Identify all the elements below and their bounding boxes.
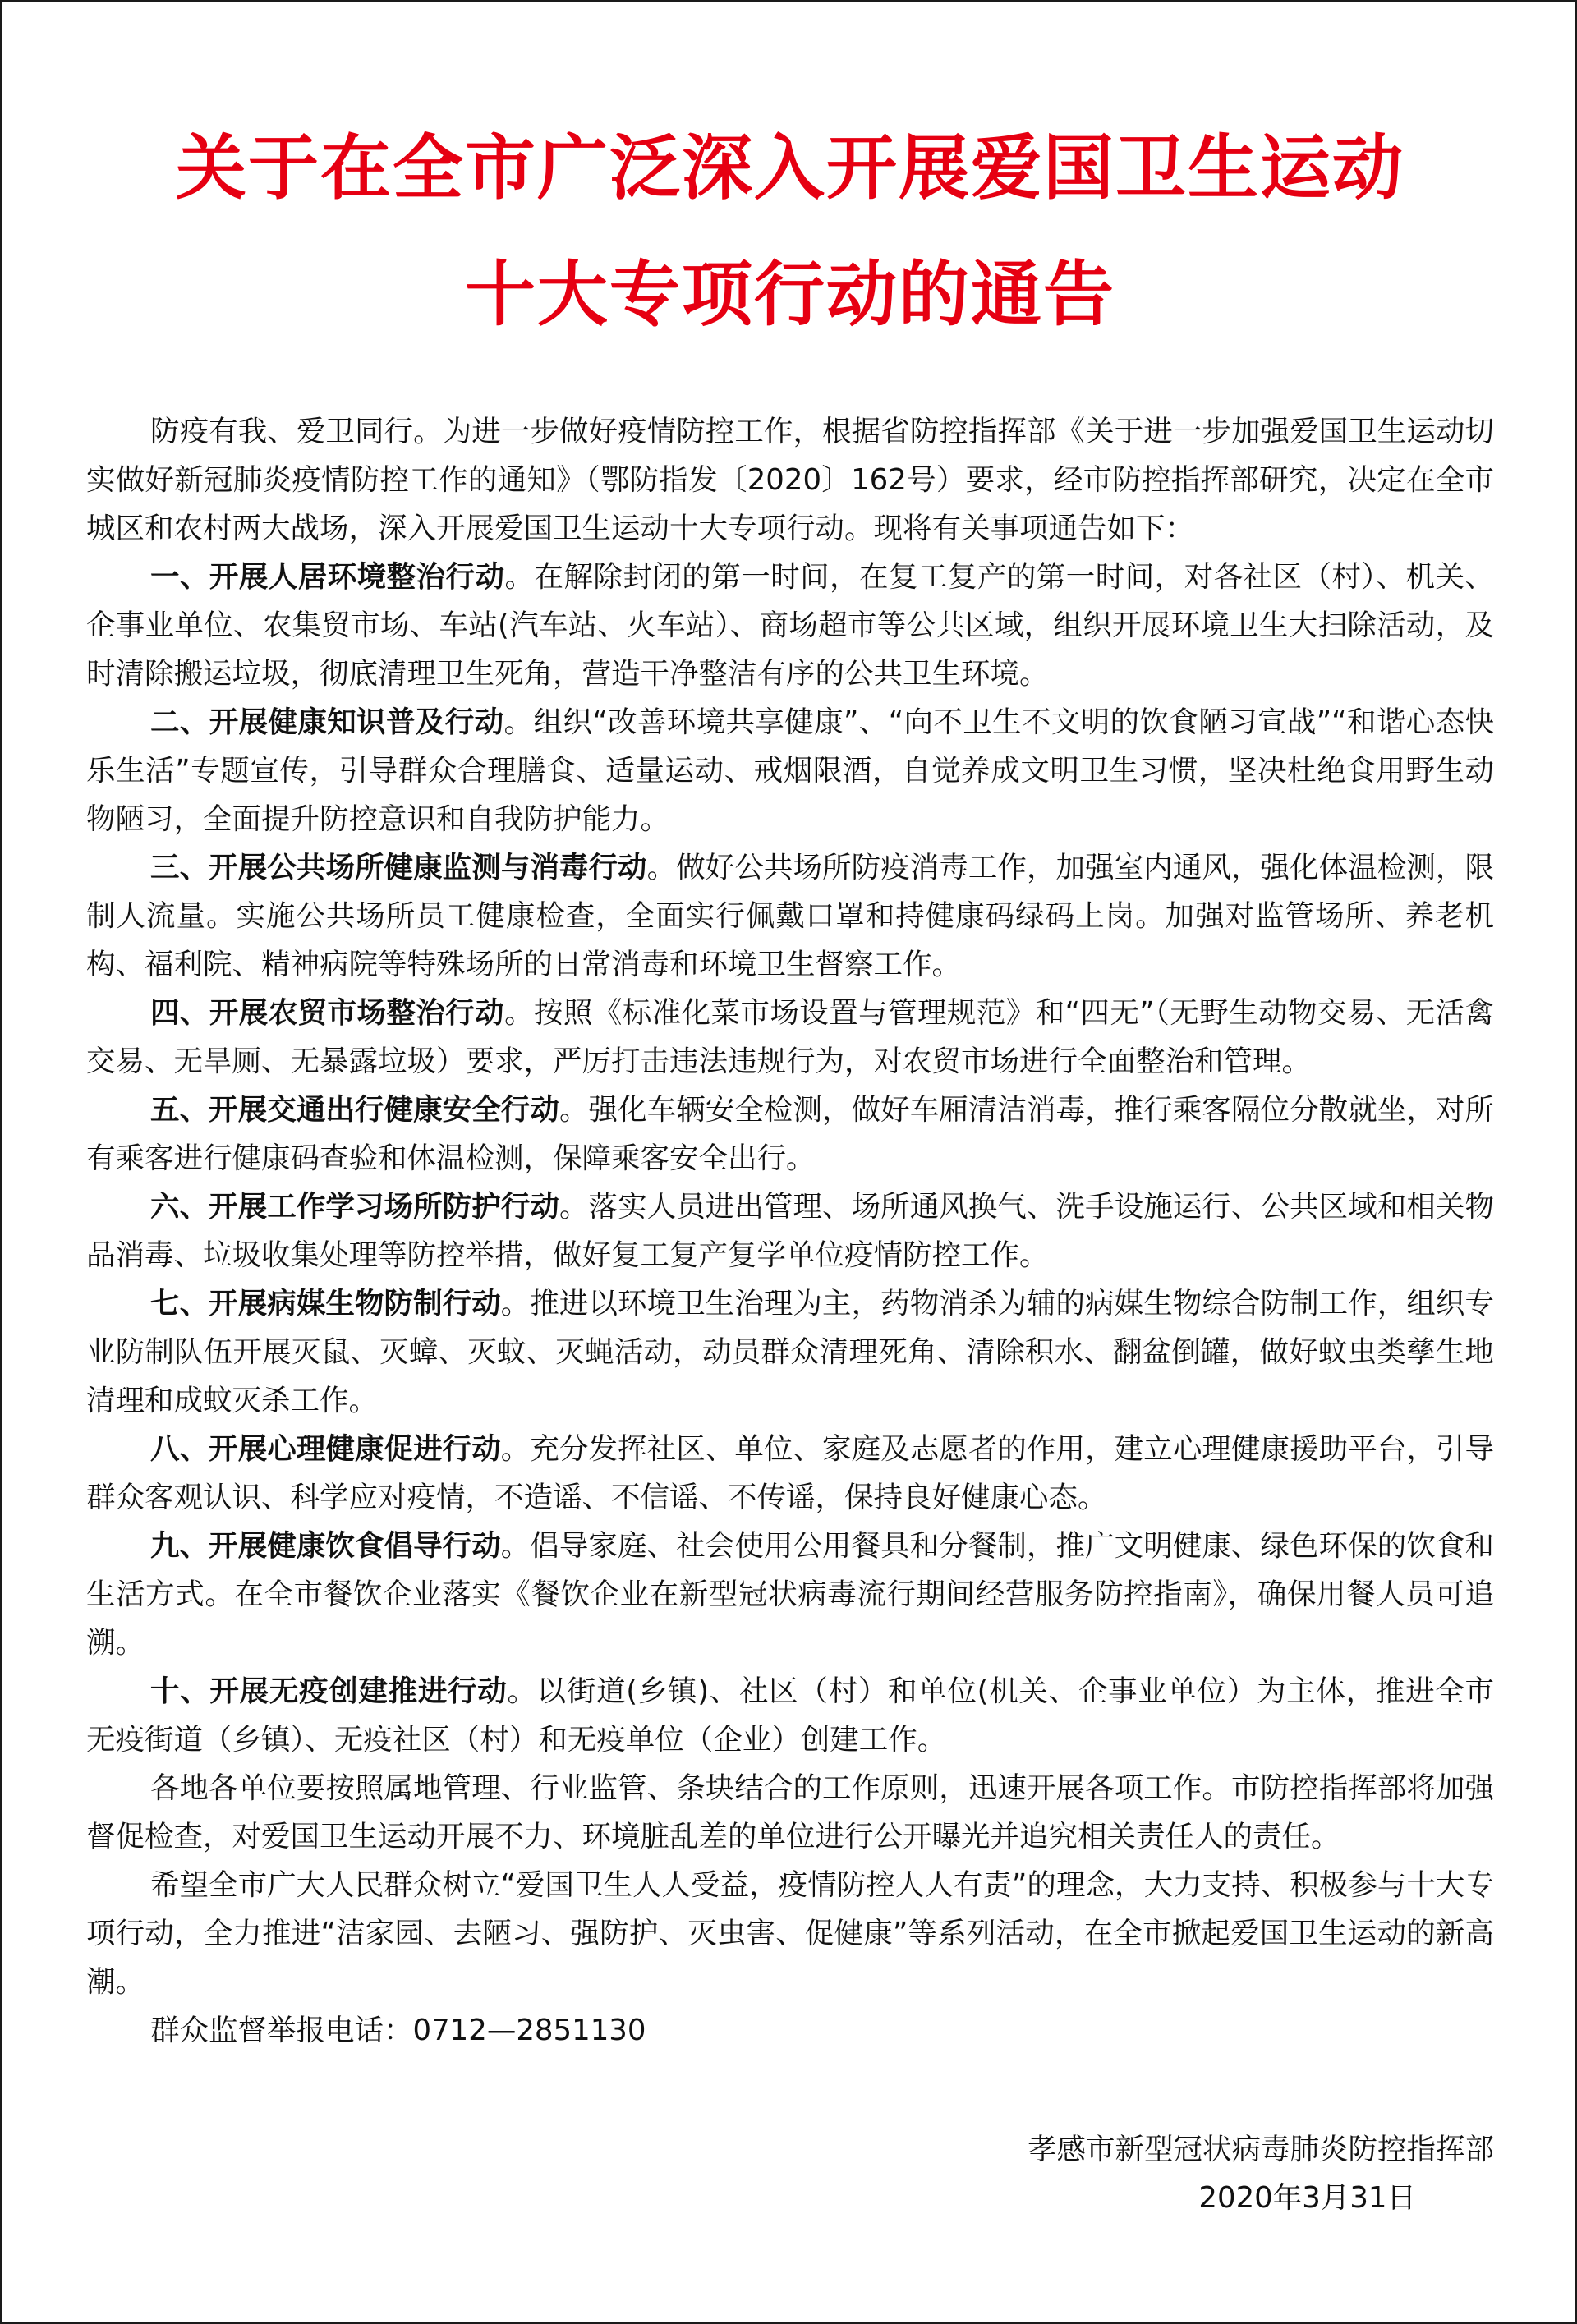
action-heading: 五、开展交通出行健康安全行动 <box>150 1093 559 1127</box>
action-item-5 <box>86 1086 1494 1183</box>
hotline-text: 群众监督举报电话：0712—2851130 <box>150 2014 646 2047</box>
action-text: 。组织“改善环境共享健康”、“向不卫生不文明的饮食陋习宣战”“和谐心态快乐生活”专题宣传，引导群众合理膳食、适量运动、戒烟限酒，自觉养成文明卫生习惯，坚决杜绝食用野生动物陋习，全面提升防控意识和自我防护能力。 <box>86 705 1494 836</box>
action-heading: 二、开展健康知识普及行动 <box>150 705 504 739</box>
action-heading: 十、开展无疫创建推进行动 <box>150 1674 508 1708</box>
action-text: 。按照《标准化菜市场设置与管理规范》和“四无”（无野生动物交易、无活禽交易、无旱厕、无暴露垃圾）要求，严厉打击违法违规行为，对农贸市场进行全面整治和管理。 <box>86 996 1494 1078</box>
document-title <box>86 105 1494 358</box>
action-heading: 一、开展人居环境整治行动 <box>150 560 505 594</box>
action-item-2 <box>86 698 1494 843</box>
title-line-1: 关于在全市广泛深入开展爱国卫生运动 <box>176 126 1405 209</box>
action-heading: 六、开展工作学习场所防护行动 <box>150 1190 559 1224</box>
action-text: 。做好公共场所防疫消毒工作，加强室内通风，强化体温检测，限制人流量。实施公共场所员工健康检查，全面实行佩戴口罩和持健康码绿码上岗。加强对监管场所、养老机构、福利院、精神病院等特殊场所的日常消毒和环境卫生督察工作。 <box>86 851 1494 981</box>
action-text: 。以街道(乡镇)、社区（村）和单位(机关、企事业单位）为主体，推进全市无疫街道（乡镇）、无疫社区（村）和无疫单位（企业）创建工作。 <box>86 1674 1494 1757</box>
action-text: 。强化车辆安全检测，做好车厢清洁消毒，推行乘客隔位分散就坐，对所有乘客进行健康码查验和体温检测，保障乘客安全出行。 <box>86 1093 1494 1175</box>
action-heading: 三、开展公共场所健康监测与消毒行动 <box>150 851 647 884</box>
action-text: 。落实人员进出管理、场所通风换气、洗手设施运行、公共区域和相关物品消毒、垃圾收集处理等防控举措，做好复工复产复学单位疫情防控工作。 <box>86 1190 1494 1272</box>
action-text: 。推进以环境卫生治理为主，药物消杀为辅的病媒生物综合防制工作，组织专业防制队伍开展灭鼠、灭蟑、灭蚊、灭蝇活动，动员群众清理死角、清除积水、翻盆倒罐，做好蚊虫类孳生地清理和成蚊灭杀工作。 <box>86 1287 1494 1417</box>
action-item-8 <box>86 1425 1494 1522</box>
signature-block <box>1028 2125 1494 2222</box>
issuing-organization: 孝感市新型冠状病毒肺炎防控指挥部 <box>1027 2133 1494 2166</box>
action-text: 。在解除封闭的第一时间，在复工复产的第一时间，对各社区（村）、机关、企事业单位、农集贸市场、车站(汽车站、火车站）、商场超市等公共区域，组织开展环境卫生大扫除活动，及时清除搬运垃圾，彻底清理卫生死角，营造干净整洁有序的公共卫生环境。 <box>86 560 1494 691</box>
document-body <box>86 407 1494 2055</box>
title-line-2: 十大专项行动的通告 <box>465 253 1115 336</box>
action-item-10 <box>86 1667 1494 1764</box>
closing-paragraph-1: 各地各单位要按照属地管理、行业监管、条块结合的工作原则，迅速开展各项工作。市防控指挥部将加强督促检查，对爱国卫生运动开展不力、环境脏乱差的单位进行公开曝光并追究相关责任人的责任。 <box>86 1771 1494 1853</box>
action-item-9 <box>86 1522 1494 1667</box>
action-heading: 八、开展心理健康促进行动 <box>150 1432 501 1466</box>
action-item-4 <box>86 989 1494 1086</box>
action-heading: 九、开展健康饮食倡导行动 <box>150 1529 501 1563</box>
action-text: 。倡导家庭、社会使用公用餐具和分餐制，推广文明健康、绿色环保的饮食和生活方式。在全市餐饮企业落实《餐饮企业在新型冠状病毒流行期间经营服务防控指南》，确保用餐人员可追溯。 <box>86 1529 1494 1660</box>
issue-date: 2020年3月31日 <box>1198 2181 1416 2215</box>
action-heading: 七、开展病媒生物防制行动 <box>150 1287 501 1320</box>
action-item-1 <box>86 553 1494 698</box>
action-heading: 四、开展农贸市场整治行动 <box>150 996 505 1030</box>
action-item-6 <box>86 1183 1494 1279</box>
action-text: 。充分发挥社区、单位、家庭及志愿者的作用，建立心理健康援助平台，引导群众客观认识、科学应对疫情，不造谣、不信谣、不传谣，保持良好健康心态。 <box>86 1432 1494 1514</box>
closing-paragraph-2: 希望全市广大人民群众树立“爱国卫生人人受益，疫情防控人人有责”的理念，大力支持、积极参与十大专项行动，全力推进“洁家园、去陋习、强防护、灭虫害、促健康”等系列活动，在全市掀起爱国卫生运动的新高潮。 <box>86 1868 1494 1999</box>
action-item-3 <box>86 843 1494 989</box>
intro-paragraph: 防疫有我、爱卫同行。为进一步做好疫情防控工作，根据省防控指挥部《关于进一步加强爱国卫生运动切实做好新冠肺炎疫情防控工作的通知》（鄂防指发〔2020〕162号）要求，经市防控指挥部研究，决定在全市城区和农村两大战场，深入开展爱国卫生运动十大专项行动。现将有关事项通告如下： <box>86 415 1494 545</box>
action-item-7 <box>86 1279 1494 1425</box>
